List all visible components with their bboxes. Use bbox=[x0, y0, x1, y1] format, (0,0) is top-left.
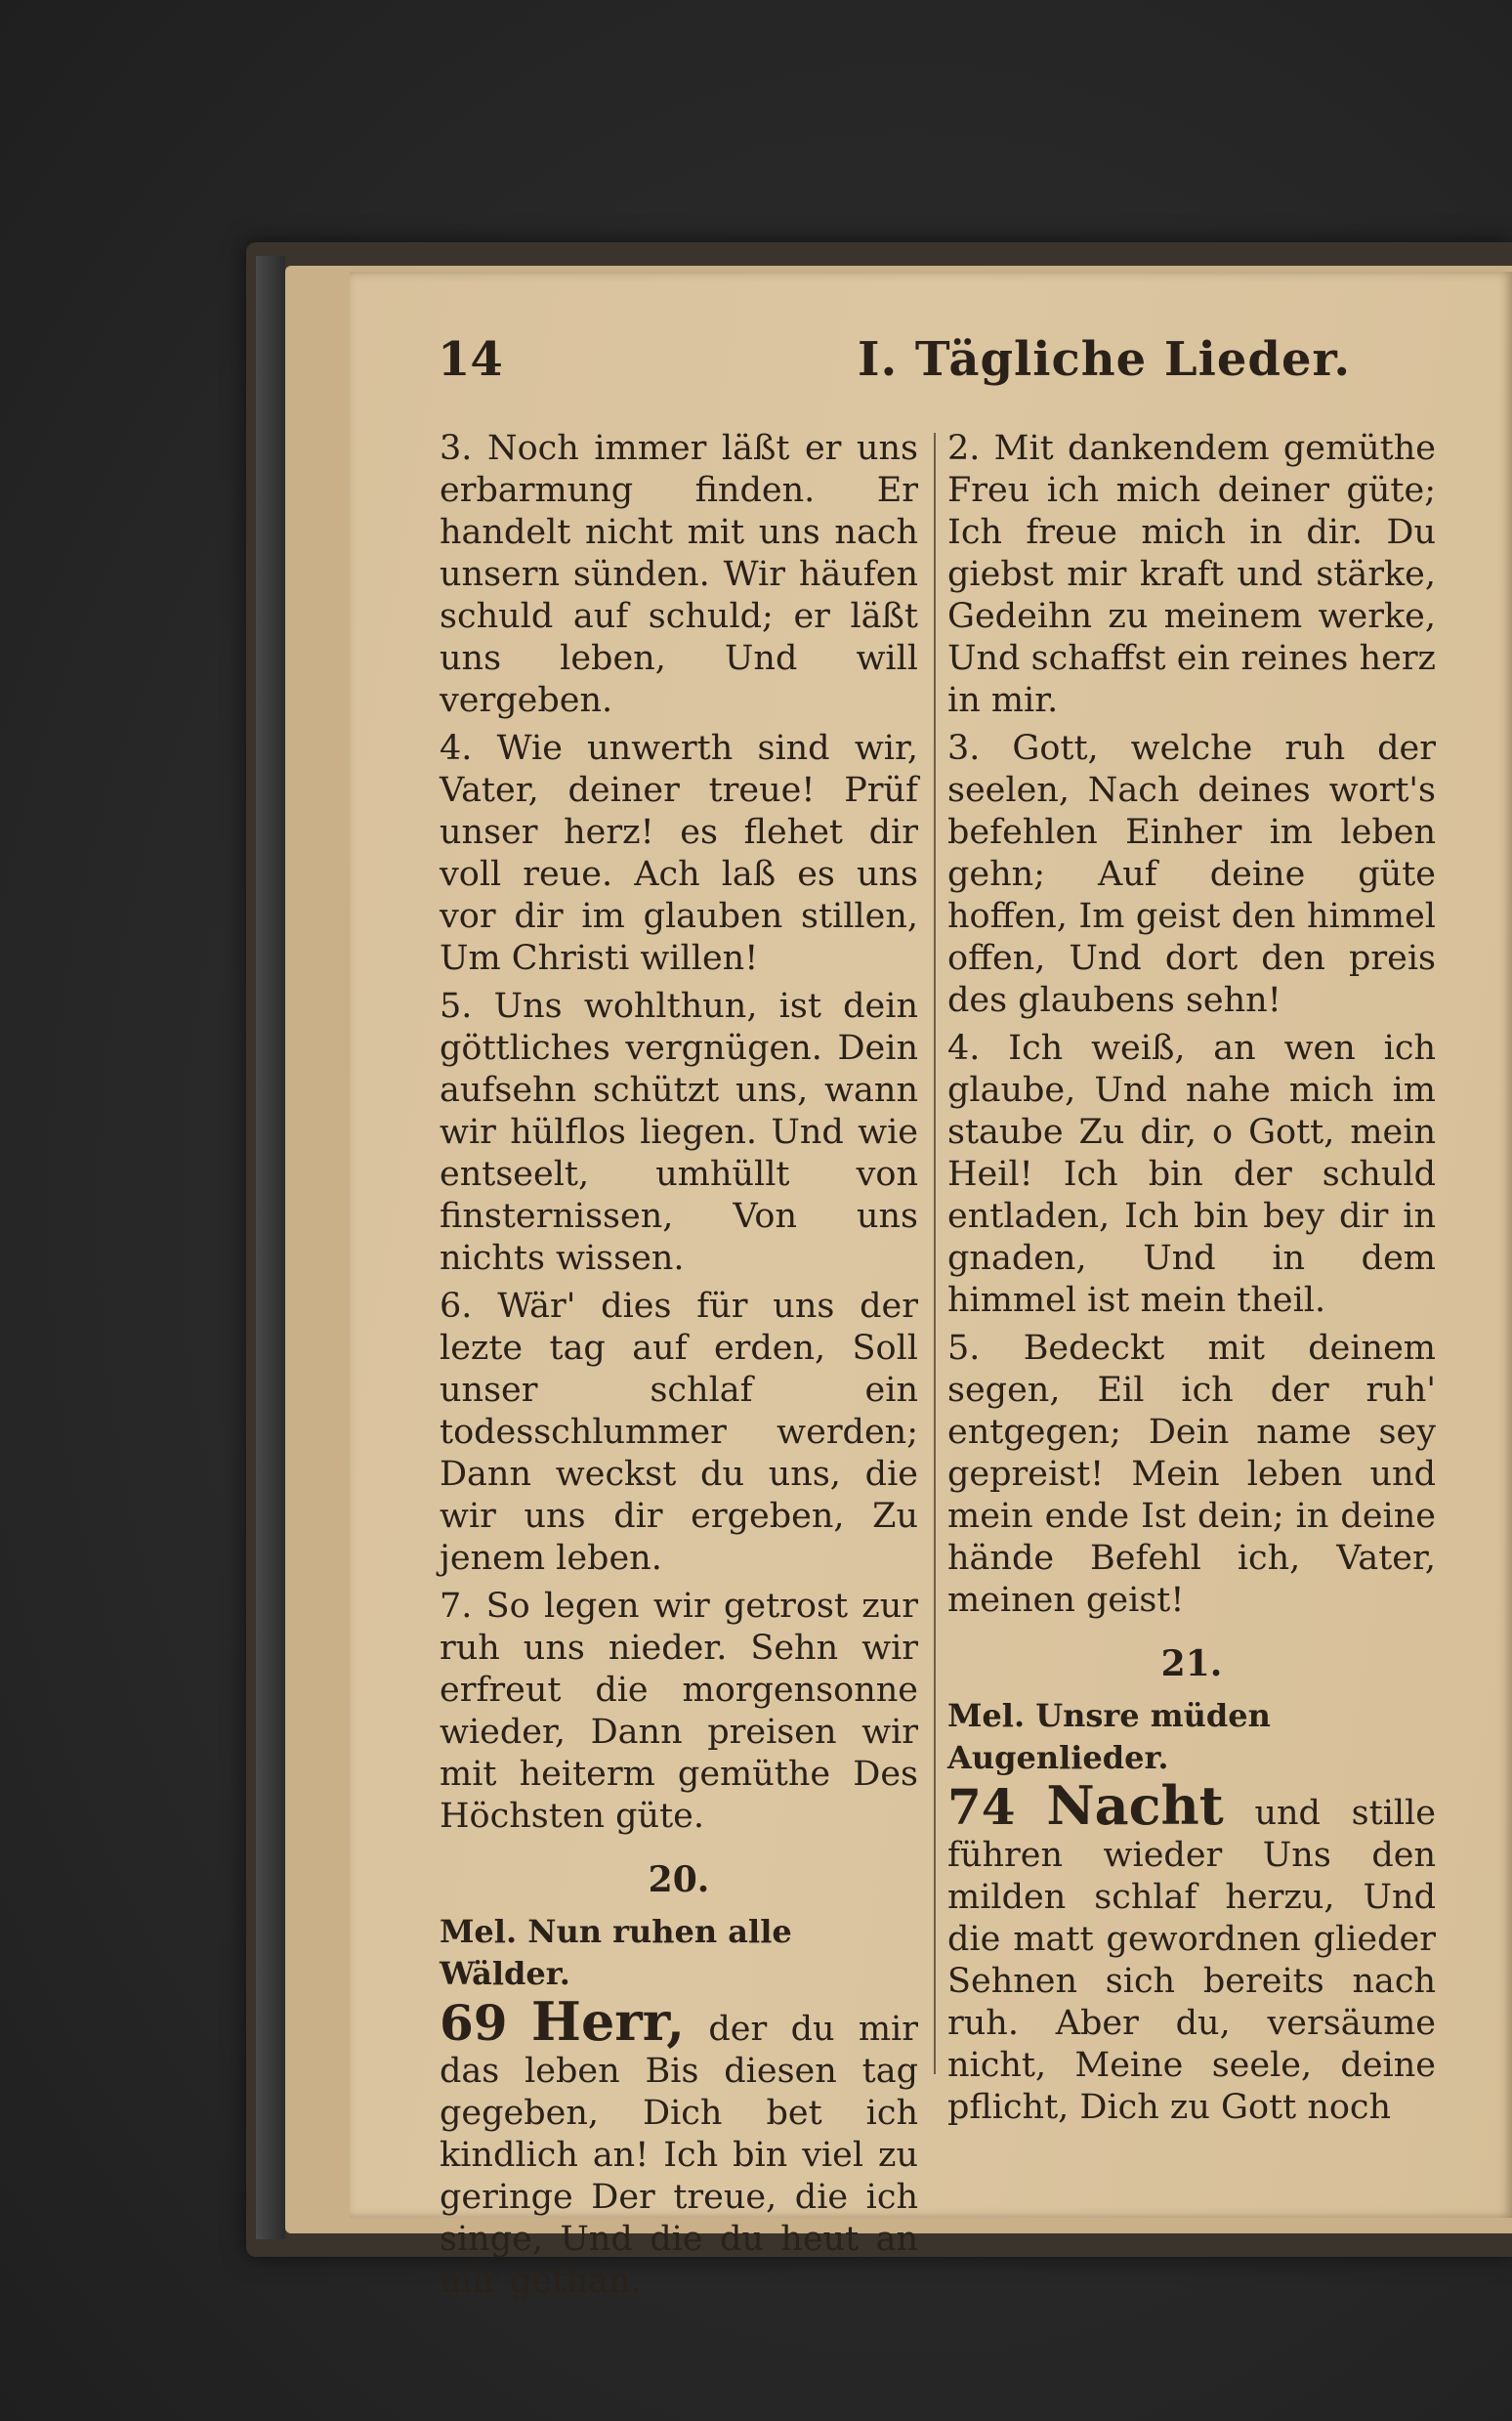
hymn-69-number: 69 bbox=[440, 1994, 508, 2052]
running-title: I. Tägliche Lieder. bbox=[858, 332, 1352, 387]
right-column bbox=[947, 428, 1436, 2135]
left-column bbox=[440, 428, 918, 2309]
book-spine-edge bbox=[256, 256, 285, 2239]
verse-4-left: 4. Wie unwerth sind wir, Vater, deiner treue! Prüf unser herz! es flehet dir voll reue. Ach laß es uns vor dir im glauben stillen, Um Christi willen! bbox=[440, 729, 918, 978]
column-divider bbox=[934, 433, 936, 2074]
hymn-74-number: 74 bbox=[947, 1778, 1016, 1836]
book-page bbox=[350, 272, 1512, 2301]
hymn-21-number: 21. bbox=[1160, 1643, 1223, 1684]
verse-2-right: 2. Mit dankendem gemüthe Freu ich mich deiner güte; Ich freue mich in dir. Du giebst mir kraft und stärke, Gedeihn zu meinem werke, Und schaffst ein reines herz in mir. bbox=[947, 429, 1436, 720]
page-header bbox=[438, 332, 1473, 401]
hymn-74-text: und stille führen wieder Uns den milden schlaf herzu, Und die matt gewordnen glieder Sehnen sich bereits nach ruh. Aber du, versäume nicht, Meine seele, deine pflicht, Dich zu Gott noch bbox=[947, 1794, 1436, 2127]
verse-6-left: 6. Wär' dies für uns der lezte tag auf erden, Soll unser schlaf ein todesschlummer werden; Dann weckst du uns, die wir uns dir ergeben, Zu jenem leben. bbox=[440, 1287, 918, 1578]
verse-3-left: 3. Noch immer läßt er uns erbarmung finden. Er handelt nicht mit uns nach unsern sünden. Wir häufen schuld auf schuld; er läßt uns leben, Und will vergeben. bbox=[440, 429, 918, 720]
verse-7-left: 7. So legen wir getrost zur ruh uns nieder. Sehn wir erfreut die morgensonne wieder, Dann preisen wir mit heiterm gemüthe Des Höchsten güte. bbox=[440, 1587, 918, 1836]
hymn-69-text: der du mir das leben Bis diesen tag gegeben, Dich bet ich kindlich an! Ich bin viel zu geringe Der treue, die ich singe, Und die du heut an mir gethan. bbox=[440, 2010, 918, 2301]
hymn-20-melody: Mel. Nun ruhen alle Wälder. bbox=[440, 1913, 792, 1992]
page-number: 14 bbox=[438, 332, 503, 387]
verse-4-right: 4. Ich weiß, an wen ich glaube, Und nahe mich im staube Zu dir, o Gott, mein Heil! Ich bin der schuld entladen, Ich bin bey dir in gnaden, Und in dem himmel ist mein theil. bbox=[947, 1029, 1436, 1320]
hymn-21-melody: Mel. Unsre müden Augenlieder. bbox=[947, 1697, 1271, 1776]
hymn-69-text-block bbox=[440, 1990, 918, 2303]
hymn-74-initial: Nacht bbox=[1046, 1774, 1224, 1837]
hymn-69-initial: Herr, bbox=[530, 1990, 686, 2053]
verse-5-left: 5. Uns wohlthun, ist dein göttliches vergnügen. Dein aufsehn schützt uns, wann wir hülflos liegen. Und wie entseelt, umhüllt von finsternissen, Von uns nichts wissen. bbox=[440, 987, 918, 1278]
hymn-20-number: 20. bbox=[648, 1859, 710, 1900]
hymn-74-text-block bbox=[947, 1774, 1436, 2129]
verse-5-right: 5. Bedeckt mit deinem segen, Eil ich der ruh' entgegen; Dein name sey gepreist! Mein leben und mein ende Ist dein; in deine hände Befehl ich, Vater, meinen geist! bbox=[947, 1329, 1436, 1620]
verse-3-right: 3. Gott, welche ruh der seelen, Nach deines wort's befehlen Einher im leben gehn; Auf deine güte hoffen, Im geist den himmel offen, Und dort den preis des glaubens sehn! bbox=[947, 729, 1436, 1020]
